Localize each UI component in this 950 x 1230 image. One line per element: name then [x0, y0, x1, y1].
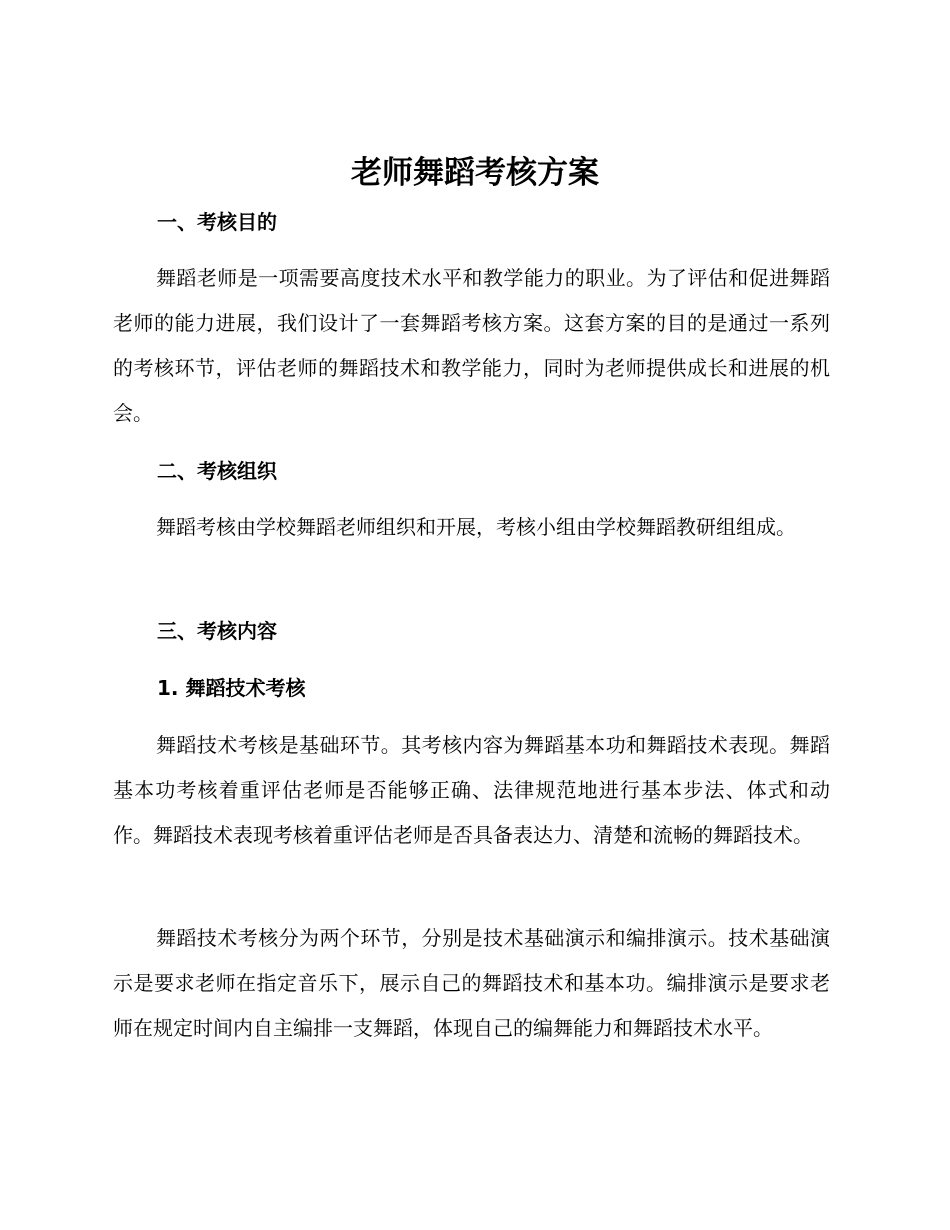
subsection-heading-dance-technique: 1. 舞蹈技术考核 — [157, 676, 306, 700]
paragraph-organization: 舞蹈考核由学校舞蹈老师组织和开展，考核小组由学校舞蹈教研组组成。 — [156, 515, 796, 539]
paragraph-purpose: 舞蹈老师是一项需要高度技术水平和教学能力的职业。为了评估和促进舞蹈老师的能力进展，我们设计了一套舞蹈考核方案。这套方案的目的是通过一系列的考核环节，评估老师的舞蹈技术和教学能力，同时为老师提供成长和进展的机会。 — [113, 266, 830, 425]
paragraph-dance-technique-1: 舞蹈技术考核是基础环节。其考核内容为舞蹈基本功和舞蹈技术表现。舞蹈基本功考核着重评估老师是否能够正确、法律规范地进行基本步法、体式和动作。舞蹈技术表现考核着重评估老师是否具备表达力、清楚和流畅的舞蹈技术。 — [113, 733, 830, 847]
section-heading-content: 三、考核内容 — [157, 619, 277, 643]
paragraph-dance-technique-2: 舞蹈技术考核分为两个环节，分别是技术基础演示和编排演示。技术基础演示是要求老师在指定音乐下，展示自己的舞蹈技术和基本功。编排演示是要求老师在规定时间内自主编排一支舞蹈，体现自己的编舞能力和舞蹈技术水平。 — [113, 926, 830, 1040]
section-heading-organization: 二、考核组织 — [157, 459, 277, 483]
document-title: 老师舞蹈考核方案 — [351, 155, 599, 191]
section-heading-purpose: 一、考核目的 — [157, 210, 277, 234]
